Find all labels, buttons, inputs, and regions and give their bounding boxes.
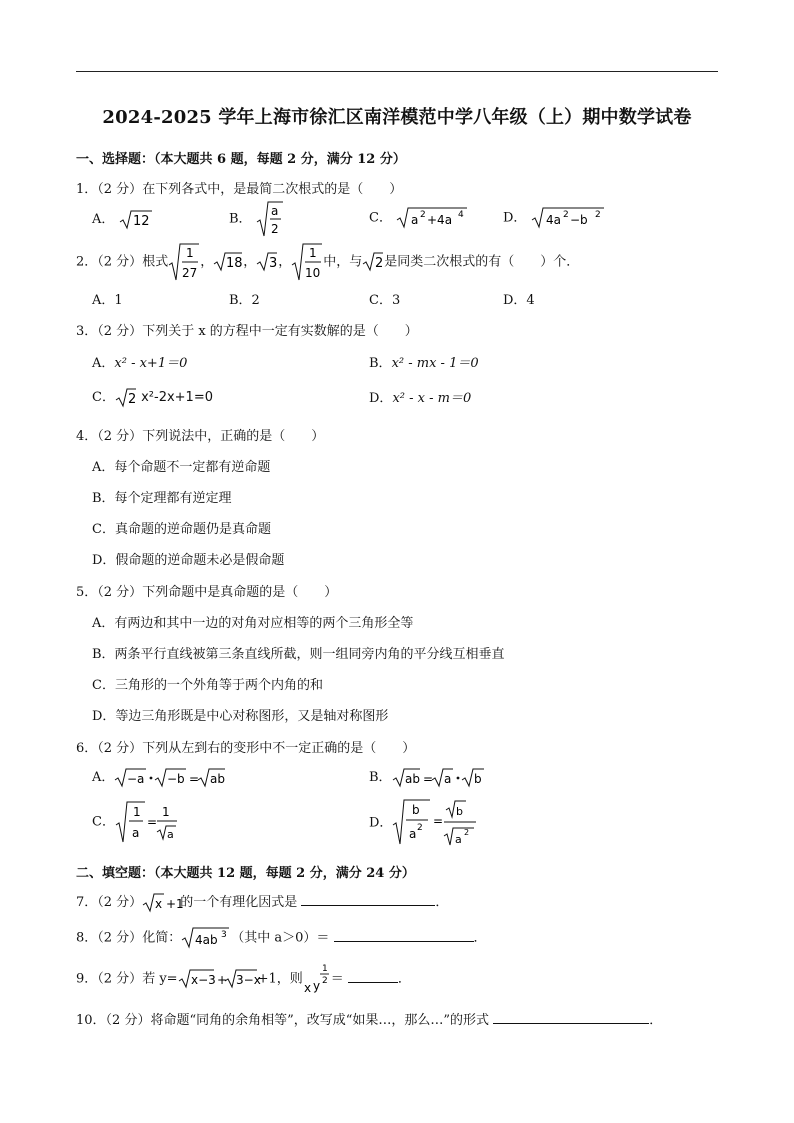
svg-text:b: b [412,803,421,817]
svg-text:b: b [473,771,482,786]
svg-text:=: = [433,814,444,828]
svg-text:27: 27 [182,266,198,280]
sqrt-fraction-expression-c [115,800,185,844]
sqrt-3 [256,251,278,273]
svg-text:x: x [303,981,311,995]
sqrt-fraction-expression-d [392,798,482,848]
svg-text:−b: −b [569,213,588,227]
svg-text:4ab: 4ab [195,933,218,947]
svg-text:4a: 4a [545,213,561,227]
svg-text:2: 2 [321,976,328,986]
sqrt-sum-expression [178,968,261,990]
answer-blank-q10[interactable] [493,1011,649,1024]
svg-text:3: 3 [221,930,227,940]
section-heading-fill: 二、填空题：（本大题共 12 题，每题 2 分，满分 24 分） [76,866,415,881]
question-9: 9．（2 分）若 y= x−3 + 3−x +1，则 x y 1 2 ＝ ． [76,964,411,995]
sqrt-a2-plus-4a4 [396,206,468,230]
svg-text:+: + [216,973,227,987]
svg-text:1: 1 [186,246,194,260]
svg-text:1: 1 [309,246,317,260]
q3-option-c: C． 2 x²-2x+1=0 [92,386,213,409]
sqrt-18 [213,251,243,273]
svg-text:1: 1 [132,805,141,819]
question-1: 1．（2 分）在下列各式中，是最简二次根式的是（ ） [76,182,403,197]
q5-option-c: C．三角形的一个外角等于两个内角的和 [92,678,323,693]
question-10: 10．（2 分）将命题“同角的余角相等”，改写成“如果…，那么…”的形式 ． [76,1013,663,1028]
q1-option-c: C． a 2 +4a 4 [369,206,468,230]
svg-text:a: a [166,828,174,841]
svg-text:a: a [411,213,419,227]
answer-blank-q8[interactable] [334,929,474,942]
svg-text:1: 1 [161,805,170,819]
q3-option-a: A．x² - x+1＝0 [92,356,188,371]
svg-text:−b: −b [167,771,186,786]
question-6: 6．（2 分）下列从左到右的变形中不一定正确的是（ ） [76,741,416,756]
sqrt-1-over-27 [168,242,200,282]
q4-option-a: A．每个命题不一定都有逆命题 [92,460,271,475]
x-y-power-expression [303,962,331,996]
answer-blank-q9[interactable] [348,970,398,983]
svg-text:=: = [189,771,200,786]
svg-text:=: = [146,815,158,829]
svg-text:=: = [422,771,433,786]
svg-text:2: 2 [375,256,384,271]
svg-text:2: 2 [127,391,137,407]
svg-text:ab: ab [404,771,420,786]
svg-text:3−x: 3−x [235,973,261,987]
question-3: 3．（2 分）下列关于 x 的方程中一定有实数解的是（ ） [76,324,418,339]
question-2: 2．（2 分）根式 1 27 ， 18 ， 3 ， 1 10 中，与 2 是同类二次根式的有（ ）个． [76,242,579,282]
sqrt-12 [119,209,153,231]
svg-text:2: 2 [417,823,424,833]
svg-text:a: a [443,771,451,786]
sqrt-2 [362,251,384,273]
svg-text:12: 12 [132,213,150,229]
question-8: 8．（2 分）化简： 4ab 3 （其中 a＞0）＝ ． [76,926,487,950]
page-title: 2024-2025 学年上海市徐汇区南洋模范中学八年级（上）期中数学试卷 [102,107,692,128]
q5-option-a: A．有两边和其中一边的对角对应相等的两个三角形全等 [92,616,414,631]
q5-option-d: D．等边三角形既是中心对称图形，又是轴对称图形 [92,709,389,724]
svg-text:a: a [455,833,463,846]
svg-text:x: x [155,896,163,911]
q3-option-d: D．x² - x - m＝0 [369,391,472,406]
q2-option-a: A．1 [92,293,123,308]
q6-option-d: D． b a 2 = b a 2 [369,798,482,848]
svg-text:a: a [131,826,140,840]
svg-text:b: b [456,805,464,818]
sqrt-x-plus-1 [142,892,184,914]
sqrt-product-expression-a [114,767,226,789]
q1-option-d: D． 4a 2 −b 2 [503,206,605,230]
svg-text:2: 2 [594,210,601,220]
svg-text:+1: +1 [166,896,184,911]
section-heading-choice: 一、选择题：（本大题共 6 题，每题 2 分，满分 12 分） [76,152,406,167]
svg-text:2: 2 [562,210,569,220]
svg-text:2: 2 [464,828,470,837]
svg-text:a: a [409,827,417,841]
sqrt-product-expression-b [392,767,492,789]
sqrt-1-over-10 [291,242,323,282]
question-7: 7．（2 分） x +1 的一个有理化因式是 ． [76,891,448,914]
question-5: 5．（2 分）下列命题中是真命题的是（ ） [76,585,338,600]
q5-option-b: B．两条平行直线被第三条直线所截，则一组同旁内角的平分线互相垂直 [92,647,505,662]
q1-option-a: A． 12 [92,208,153,231]
q4-option-c: C．真命题的逆命题仍是真命题 [92,522,271,537]
question-4: 4．（2 分）下列说法中，正确的是（ ） [76,429,325,444]
svg-text:2: 2 [420,210,426,220]
svg-text:ab: ab [210,771,226,786]
q6-option-b: B． ab = a b [369,766,492,789]
sqrt-2 [115,387,137,409]
q6-option-c: C． 1 a = 1 a [92,800,185,844]
q4-option-d: D．假命题的逆命题未必是假命题 [92,553,285,568]
svg-text:2: 2 [270,222,279,236]
svg-text:18: 18 [226,256,243,271]
sqrt-a-over-2 [256,200,284,238]
svg-text:3: 3 [269,256,278,271]
svg-text:10: 10 [305,266,321,280]
q3-option-b: B．x² - mx - 1＝0 [369,356,479,371]
q2-option-b: B．2 [229,293,260,308]
answer-blank-q7[interactable] [301,893,435,906]
svg-text:4: 4 [458,210,464,220]
header-rule [76,71,718,72]
svg-text:+4a: +4a [427,213,453,227]
svg-text:x−3: x−3 [190,973,216,987]
sqrt-4ab3 [181,926,231,950]
svg-text:a: a [270,204,279,218]
q2-option-d: D．4 [503,293,535,308]
q1-option-b: B． a 2 [229,200,284,238]
svg-text:−a: −a [127,771,145,786]
svg-text:y: y [312,979,320,993]
sqrt-4a2-minus-b2 [531,206,605,230]
svg-text:1: 1 [321,964,328,974]
q2-option-c: C．3 [369,293,401,308]
q6-option-a: A． −a −b = ab [92,766,226,789]
q4-option-b: B．每个定理都有逆定理 [92,491,232,506]
